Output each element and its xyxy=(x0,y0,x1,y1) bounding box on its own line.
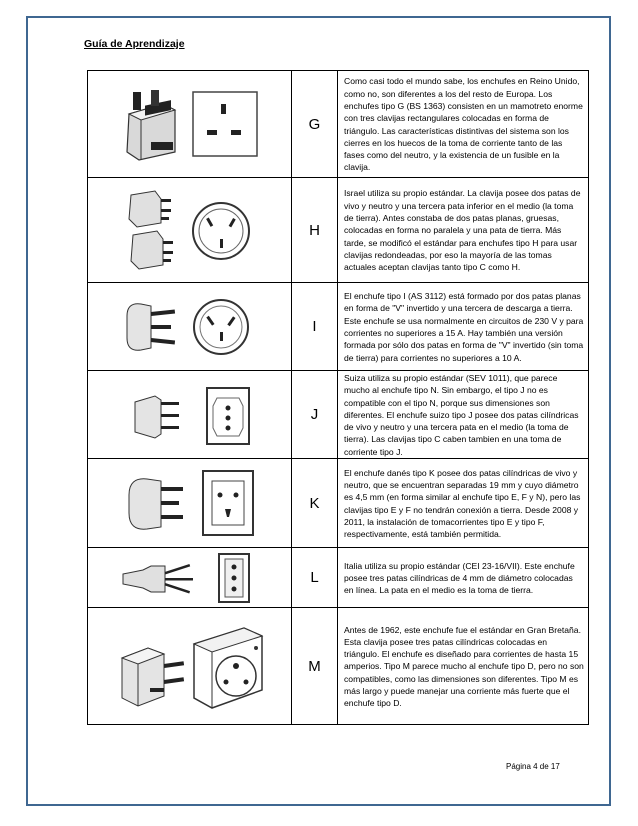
plug-g-illustration xyxy=(88,84,291,164)
plug-letter: H xyxy=(292,178,338,283)
plug-description: Suiza utiliza su propio estándar (SEV 1011), que parece mucho al enchufe tipo N. Sin embargo, el tipo J no es compatible con el tipo N, porque sus dimensiones son diferentes. El enchufe suizo tipo J posee dos patas cilíndricas de vivo y neutro y una tercera pata en el medio (la toma de tierra). Las clavijas tipo C caben tambien en una toma de corriente tipo J. xyxy=(338,371,589,459)
plug-l-illustration xyxy=(88,552,291,604)
plug-image-cell xyxy=(88,371,292,459)
plug-j-illustration xyxy=(88,380,291,450)
plug-description: Israel utiliza su propio estándar. La clavija posee dos patas de vivo y neutro y una tercera pata inferior en el medio (la toma de tierra). Antes constaba de dos patas planas, gruesas, colocadas en forma no paralela y una pata de tierra. Más tarde, se modificó el estándar para enchufes tipo H para usar clavijas redondeadas, por eso la mayoría de las tomas actuales aceptan clavijas tanto tipo C como H. xyxy=(338,178,589,283)
plug-description: Italia utiliza su propio estándar (CEI 23-16/VII). Este enchufe posee tres patas cilíndricas de 4 mm de diámetro colocadas en línea. La pata en el medio es la toma de tierra. xyxy=(338,548,589,608)
plug-description: Como casi todo el mundo sabe, los enchufes en Reino Unido, como no, son diferentes a los del resto de Europa. Los enchufes tipo G (BS 1363) consisten en un mamotreto enorme con tres clavijas rectangulares colocadas en forma de triángulo. Las características distintivas del sistema son los cierres en los huecos de la toma de corriente tanto de las fases como del neutro, y la existencia de un fusible en la clavija. xyxy=(338,71,589,178)
plug-types-table xyxy=(87,70,589,725)
table-row-j xyxy=(88,371,589,459)
table-row-m xyxy=(88,608,589,725)
table-row-l xyxy=(88,548,589,608)
table-row-g xyxy=(88,71,589,178)
table-row-i xyxy=(88,283,589,371)
plug-letter: I xyxy=(292,283,338,371)
table-row-h xyxy=(88,178,589,283)
plug-image-cell xyxy=(88,283,292,371)
plug-image-cell xyxy=(88,71,292,178)
plug-description: El enchufe danés tipo K posee dos patas cilíndricas de vivo y neutro, que se encuentran separadas 19 mm y cuyo diámetro es 4,5 mm (en forma similar al enchufe tipo E, F y N), pero las clavijas tipo E y F no tendrán conexión a tierra. Desde 2008 y 2011, la instalación de tomacorrientes tipo E y tipo F, respectivamente, está también permitida. xyxy=(338,459,589,548)
plug-letter: G xyxy=(292,71,338,178)
document-header-title: Guía de Aprendizaje xyxy=(84,38,185,50)
plug-m-illustration xyxy=(88,618,291,714)
plug-h-illustration xyxy=(88,185,291,275)
plug-i-illustration xyxy=(88,292,291,362)
plug-description: Antes de 1962, este enchufe fue el estándar en Gran Bretaña. Esta clavija posee tres patas cilíndricas colocadas en triángulo. El enchufe es diseñado para corrientes de hasta 15 amperios. Tipo M parece mucho al enchufe tipo D, pero no son compatibles, como las dimensiones son diferentes. Tipo M es más largo y puede manejar una corriente más fuerte que el enchufe tipo D. xyxy=(338,608,589,725)
plug-image-cell xyxy=(88,608,292,725)
plug-letter: L xyxy=(292,548,338,608)
plug-letter: J xyxy=(292,371,338,459)
plug-image-cell xyxy=(88,548,292,608)
plug-image-cell xyxy=(88,178,292,283)
plug-letter: K xyxy=(292,459,338,548)
plug-letter: M xyxy=(292,608,338,725)
plug-image-cell xyxy=(88,459,292,548)
page-number: Página 4 de 17 xyxy=(506,762,560,771)
plug-description: El enchufe tipo I (AS 3112) está formado por dos patas planas en forma de "V" invertido y una tercera de descarga a tierra. Este enchufe se usa normalmente en circuitos de 230 V y para corrientes no superiores a 15 A. Hay también una versión formada por sólo dos patas en forma de "V" invertido (sin toma de tierra) para corrientes no superiores a 10 A. xyxy=(338,283,589,371)
plug-k-illustration xyxy=(88,465,291,541)
table-row-k xyxy=(88,459,589,548)
